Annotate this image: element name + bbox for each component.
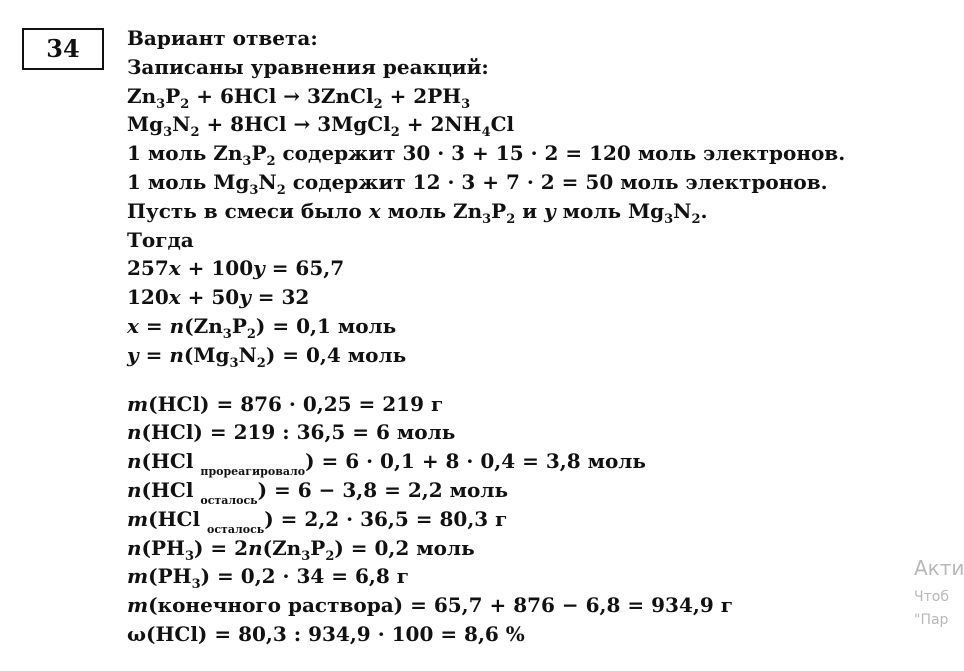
activation-watermark-line2: Чтоб [914,589,949,605]
n-hcl-reacted-line: n(HCl $_{прореагировало}$) = 6 · 0,1 + 8 · 0,4 = 3,8 моль [127,449,646,479]
m-ph3-line: $m(PH_3) = 0,2 \cdot 34 = 6,8$ г [127,564,410,593]
reaction-zn3p2: $Zn_3P_2 + 6HCl$ → 3ZnCl$_2$ + $2PH_3$ [127,83,471,112]
n-ph3-line: $n(PH_3) = 2n(Zn_3P_2) = 0,2$ моль [127,535,475,564]
y-value-line: $y = n(Mg_3N_2) = 0,4$ моль [127,342,407,371]
reaction-mg3n2: $Mg_3N_2 + 8HCl$ → 3MgCl$_2$ + $2NH_4Cl$ [127,112,515,141]
x-value-line: $x = n(Zn_3P_2) = 0,1$ моль [127,313,397,342]
equation-electrons: 120x + 50y = 32 [127,285,310,310]
solution-text [127,24,927,649]
zn3p2-electrons-line: 1 моль $Zn_3P_2$ содержит 30 · 3 + 15 · 2 = 120 моль электронов. [127,141,846,170]
m-final-solution-line: m(конечного раствора) = 65,7 + 876 − 6,8 = 934,9 г [127,593,733,618]
equation-mass: 257x + 100y = 65,7 [127,256,345,281]
let-mixture-line: Пусть в смеси было x моль $Zn_3P_2$ и y моль $Mg_3N_2$. [127,198,708,227]
equations-header: Записаны уравнения реакций: [127,54,489,79]
n-hcl-line: n(HCl) = 219 : 36,5 = 6 моль [127,420,456,445]
task-number-box: 34 [22,28,104,70]
then-line: Тогда [127,227,194,252]
w-hcl-line: ω(HCl) = 80,3 : 934,9 · 100 = 8,6 % [127,621,525,646]
m-hcl-remained-line: m(HCl $_{осталось}$) = 2,2 · 36,5 = 80,3 г [127,506,508,536]
n-hcl-remained-line: n(HCl $_{осталось}$) = 6 − 3,8 = 2,2 моль [127,477,509,507]
activation-watermark-line3: "Пар [914,612,949,628]
activation-watermark-title: Акти [914,556,964,580]
m-hcl-line: m(HCl) = 876 · 0,25 = 219 г [127,391,444,416]
answer-heading: Вариант ответа: [127,26,318,50]
mg3n2-electrons-line: 1 моль $Mg_3N_2$ содержит 12 · 3 + 7 · 2 = 50 моль электронов. [127,169,828,198]
